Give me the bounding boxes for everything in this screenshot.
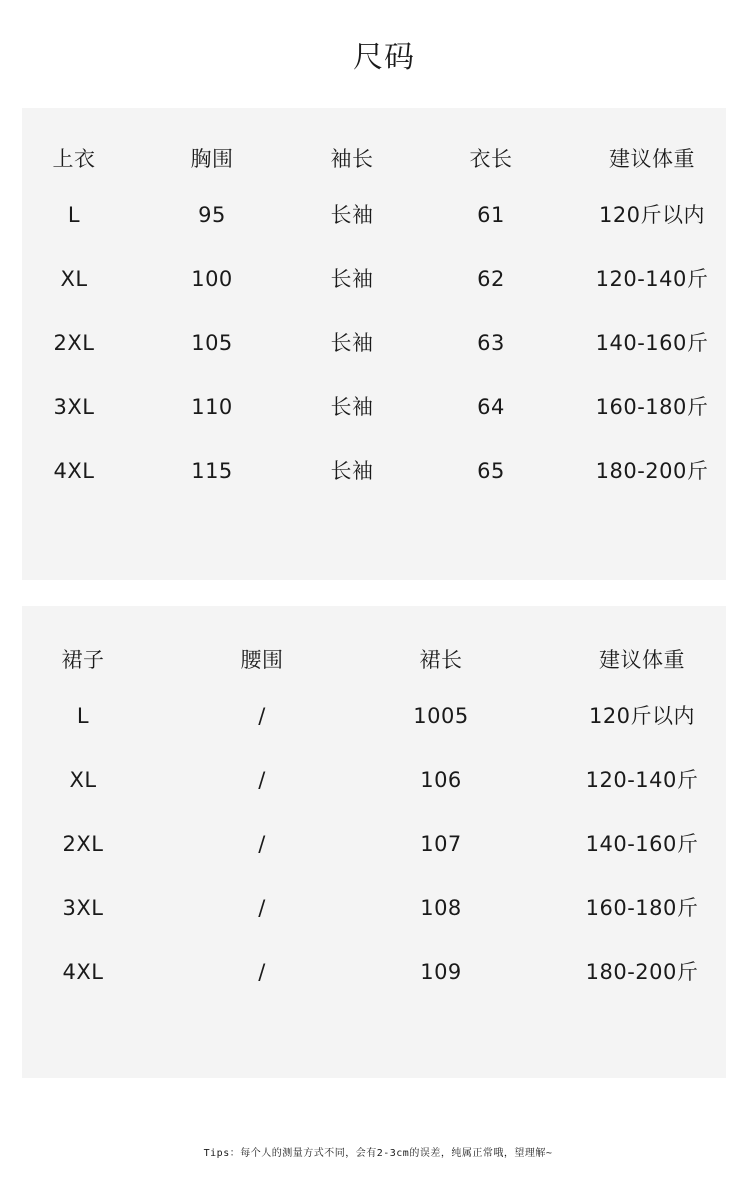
table-cell: 160-180斤 [585,896,699,920]
table-cell: 2XL [62,832,104,856]
table-cell: 105 [191,331,233,355]
table-cell: 106 [420,768,462,792]
table-header: 裙子 [61,648,105,672]
table-cell: 160-180斤 [595,395,709,419]
table-cell: 115 [191,459,233,483]
table-cell: 长袖 [330,331,374,355]
table-cell: / [258,768,266,792]
skirt-size-table [22,606,726,1078]
top-size-table [22,108,726,580]
table-cell: 2XL [53,331,95,355]
table-header: 上衣 [52,147,96,171]
table-cell: 62 [477,267,505,291]
table-cell: 长袖 [330,267,374,291]
table-cell: 95 [198,203,226,227]
table-header: 腰围 [240,648,284,672]
table-cell: L [67,203,81,227]
table-cell: 120-140斤 [585,768,699,792]
table-header: 建议体重 [599,648,685,672]
table-cell: 长袖 [330,203,374,227]
table-cell: 3XL [53,395,95,419]
table-cell: 180-200斤 [595,459,709,483]
table-cell: L [76,704,90,728]
table-cell: 63 [477,331,505,355]
table-cell: 4XL [62,960,104,984]
table-cell: / [258,704,266,728]
table-cell: 120斤以内 [598,203,706,227]
table-cell: XL [60,267,88,291]
page-title: 尺码 [353,40,415,75]
table-cell: 109 [420,960,462,984]
table-cell: 110 [191,395,233,419]
table-cell: 180-200斤 [585,960,699,984]
table-cell: 65 [477,459,505,483]
table-cell: 120-140斤 [595,267,709,291]
table-cell: / [258,832,266,856]
table-cell: 长袖 [330,459,374,483]
table-header: 建议体重 [609,147,695,171]
table-header: 袖长 [330,147,374,171]
table-header: 胸围 [190,147,234,171]
table-cell: 140-160斤 [595,331,709,355]
table-cell: / [258,960,266,984]
table-cell: 长袖 [330,395,374,419]
table-cell: 4XL [53,459,95,483]
table-header: 裙长 [419,648,463,672]
table-cell: 3XL [62,896,104,920]
table-cell: / [258,896,266,920]
table-cell: 108 [420,896,462,920]
table-cell: 120斤以内 [588,704,696,728]
tips-note: Tips：每个人的测量方式不同，会有2-3cm的误差，纯属正常哦，望理解~ [203,1148,553,1159]
table-cell: 107 [420,832,462,856]
table-cell: 140-160斤 [585,832,699,856]
table-cell: XL [69,768,97,792]
table-header: 衣长 [469,147,513,171]
table-cell: 1005 [413,704,469,728]
table-cell: 61 [477,203,505,227]
table-cell: 100 [191,267,233,291]
table-cell: 64 [477,395,505,419]
